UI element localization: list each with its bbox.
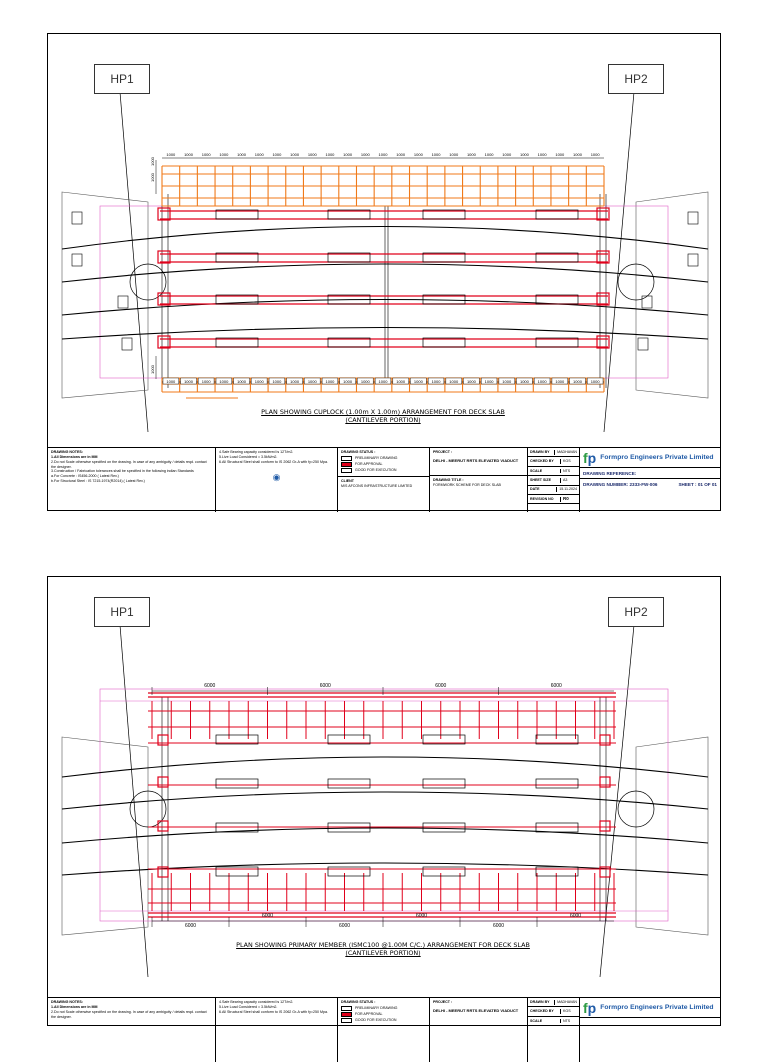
- company-name: Formpro Engineers Private Limited: [600, 453, 714, 461]
- plan-title: [158, 941, 608, 957]
- plan-title-line1: PLAN SHOWING CUPLOCK (1.00m X 1.00m) ARRANGEMENT FOR DECK SLAB: [261, 408, 505, 416]
- drawing-reference: DRAWING REFERENCE:: [580, 468, 720, 479]
- hp2-marker: HP2: [608, 64, 664, 94]
- bottom-dim-label: 1000: [449, 379, 459, 384]
- project-value: DELHI - MEERUT RRTS ELEVATED VIADUCT: [433, 1007, 519, 1013]
- notes-line-4: a.For Concrete : IS456-2000 ( Latest Rev.): [51, 474, 119, 479]
- top-dim-label: 1000: [449, 152, 459, 157]
- bottom-dim-label: 1000: [537, 379, 547, 384]
- top-dim-label: 1000: [166, 152, 176, 157]
- notes-line-3: 3.Construction / Fabrication tolerances shall be specified in the following indian Standards: [51, 469, 194, 474]
- drawing-meta: [528, 448, 580, 512]
- bottom-dim-label: 1000: [413, 379, 423, 384]
- primary-member-plan-drawing: [48, 577, 722, 991]
- bottom-dim-label: 6000: [569, 913, 582, 919]
- bottom-dim-label: 1000: [431, 379, 441, 384]
- plan-title: [198, 408, 568, 424]
- drawn-by-label: DRAWN BY: [528, 1000, 555, 1005]
- bottom-dim-label: 1000: [201, 379, 211, 384]
- checked-by-label: CHECKED BY: [528, 459, 561, 464]
- top-dim-label: 1000: [307, 152, 317, 157]
- bottom-dim-label: 1000: [573, 379, 582, 384]
- bottom-dim-label: 1000: [290, 379, 300, 384]
- top-dim-label: 6000: [435, 683, 447, 689]
- side-dim-3: 1000: [150, 365, 155, 374]
- status-box-icon: [341, 468, 352, 473]
- drawing-number-label: DRAWING NUMBER:: [583, 482, 629, 487]
- top-dim-label: 1000: [573, 152, 582, 157]
- top-dim-label: 1000: [378, 152, 388, 157]
- client-label: CLIENT: [341, 478, 354, 483]
- company-block: [580, 448, 720, 512]
- top-dim-label: 1000: [201, 152, 211, 157]
- drawing-status: [338, 448, 430, 512]
- bottom-dim-label: 1000: [307, 379, 317, 384]
- drawn-by-value: MADHAVAN: [557, 999, 577, 1004]
- top-dim-label: 6000: [319, 683, 331, 689]
- drawing-status: [338, 998, 430, 1062]
- top-dim-label: 1000: [590, 152, 600, 157]
- top-dim-label: 1000: [272, 152, 282, 157]
- scale-value: NTS: [563, 468, 571, 473]
- bottom-dim-label: 1000: [360, 379, 370, 384]
- bottom-dim-label: 6000: [261, 913, 274, 919]
- revision-label: REVISION NO: [528, 497, 561, 502]
- bottom-dim-label: 1000: [519, 379, 529, 384]
- plan-title-line2: (CANTILEVER PORTION): [345, 416, 421, 424]
- status-box-checked-icon: [341, 462, 352, 467]
- hp1-marker: HP1: [94, 64, 150, 94]
- scale-value: NTS: [563, 1018, 571, 1023]
- notes-line-2: 2.Do not Scale otherwise specified on the drawing. In case of any ambiguity / details reqd. contact the designer.: [51, 459, 207, 469]
- bottom-dim-label: 6000: [415, 913, 428, 919]
- drawing-notes: [48, 448, 216, 512]
- status-execution: GOOD FOR EXECUTION: [355, 467, 397, 472]
- company-logo-icon: f p: [583, 999, 597, 1016]
- top-dim-label: 1000: [484, 152, 494, 157]
- bottom-dim-label: 1000: [378, 379, 388, 384]
- stamp-icon: ◉: [272, 471, 281, 482]
- load-notes: [216, 448, 338, 512]
- checked-by-value: KGS: [563, 1009, 571, 1014]
- sheet-size-value: A3: [563, 477, 568, 482]
- project-label: PROJECT :: [433, 450, 453, 454]
- plan-title-line2: (CANTILEVER PORTION): [345, 949, 421, 957]
- status-execution: GOOD FOR EXECUTION: [355, 1017, 397, 1022]
- top-dim-label: 1000: [502, 152, 512, 157]
- notes-title: DRAWING NOTES:: [51, 1000, 83, 1004]
- status-box-checked-icon: [341, 1012, 352, 1017]
- top-dim-label: 1000: [325, 152, 335, 157]
- top-dim-label: 1000: [431, 152, 441, 157]
- load-note-3: 6.All Structural Steel shall conform to IS 2062 Gr-A with fy=250 Mpa.: [219, 1009, 328, 1014]
- drawing-notes: [48, 998, 216, 1062]
- load-note-2: 5.Live Load Considered = 3.5kN/m2.: [219, 1004, 278, 1009]
- status-title: DRAWING STATUS :: [341, 1000, 376, 1004]
- company-name: Formpro Engineers Private Limited: [600, 1003, 714, 1011]
- scale-label: SCALE: [528, 469, 561, 474]
- bottom-dim-label: 1000: [166, 379, 176, 384]
- top-dim-label: 1000: [184, 152, 193, 157]
- project-info: [430, 998, 528, 1062]
- cuplock-plan-drawing: [48, 34, 722, 448]
- bottom-dim-label: 1000: [484, 379, 494, 384]
- status-box-icon: [341, 1006, 352, 1011]
- drawing-title-value: FORMWORK SCHEME FOR DECK SLAB: [433, 482, 501, 487]
- bottom-dim-label: 6000: [184, 923, 197, 929]
- notes-line-1: 1.All Dimensions are in MM: [51, 454, 98, 459]
- drawing-sheet-1: [47, 33, 721, 511]
- bottom-dim-label: 1000: [396, 379, 406, 384]
- bottom-dim-label: 1000: [325, 379, 335, 384]
- top-dim-label: 1000: [466, 152, 476, 157]
- top-dim-label: 1000: [555, 152, 565, 157]
- top-dim-label: 1000: [360, 152, 370, 157]
- bottom-dim-label: 1000: [184, 379, 193, 384]
- status-box-icon: [341, 1018, 352, 1023]
- bottom-dim-label: 1000: [272, 379, 282, 384]
- sheet-size-label: SHEET SIZE: [528, 478, 561, 483]
- bottom-dim-label: 1000: [502, 379, 512, 384]
- company-logo-icon: f p: [583, 449, 597, 466]
- status-approval: FOR APPROVAL: [355, 461, 383, 466]
- status-title: DRAWING STATUS :: [341, 450, 376, 454]
- drawing-sheet-2: [47, 576, 721, 1026]
- top-dim-label: 6000: [204, 683, 216, 689]
- status-preliminary: PRELIMINARY DRAWING: [355, 455, 398, 460]
- project-label: PROJECT :: [433, 1000, 453, 1004]
- top-dim-label: 1000: [343, 152, 353, 157]
- project-info: [430, 448, 528, 512]
- bottom-dim-label: 1000: [237, 379, 247, 384]
- sheet-number: SHEET : 01 OF 01: [678, 482, 717, 487]
- bottom-dim-label: 1000: [219, 379, 229, 384]
- drawing-number-value: 2333-FW-006: [629, 482, 658, 487]
- drawing-title-label: DRAWING TITLE :: [433, 478, 464, 482]
- top-dim-label: 1000: [254, 152, 264, 157]
- top-dim-label: 1000: [290, 152, 300, 157]
- top-dim-label: 1000: [519, 152, 529, 157]
- notes-line-5: b.For Structural Steel : IS 7215-1974(R2014) ( Latest Rev.): [51, 479, 145, 484]
- bottom-dim-label: 1000: [555, 379, 565, 384]
- plan-title-line1: PLAN SHOWING PRIMARY MEMBER (ISMC100 @1.00M C/C.) ARRANGEMENT FOR DECK SLAB: [236, 941, 530, 949]
- drawing-meta: [528, 998, 580, 1062]
- project-value: DELHI - MEERUT RRTS ELEVATED VIADUCT: [433, 457, 519, 463]
- bottom-dim-label: 6000: [338, 923, 351, 929]
- drawn-by-value: MADHAVAN: [557, 449, 577, 454]
- load-note-2: 5.Live Load Considered = 3.5kN/m2.: [219, 454, 278, 459]
- drawn-by-label: DRAWN BY: [528, 450, 555, 455]
- top-dim-label: 1000: [413, 152, 423, 157]
- status-box-icon: [341, 456, 352, 461]
- side-dim-1: 1000: [150, 173, 155, 182]
- date-label: DATE: [528, 487, 557, 492]
- status-preliminary: PRELIMINARY DRAWING: [355, 1005, 398, 1010]
- title-block: [48, 447, 720, 512]
- hp1-marker: HP1: [94, 597, 150, 627]
- load-notes: [216, 998, 338, 1062]
- checked-by-label: CHECKED BY: [528, 1009, 561, 1014]
- bottom-dim-label: 6000: [492, 923, 505, 929]
- bottom-dim-label: 1000: [466, 379, 476, 384]
- side-dim-2: 1000: [150, 157, 155, 166]
- bottom-dim-label: 1000: [590, 379, 600, 384]
- top-dim-label: 1000: [237, 152, 247, 157]
- bottom-dim-label: 1000: [254, 379, 264, 384]
- load-note-1: 4.Safe Bearing capacity considered is 12T/m2.: [219, 1000, 294, 1004]
- top-dim-label: 1000: [537, 152, 547, 157]
- company-block: [580, 998, 720, 1062]
- notes-line-2: 2.Do not Scale otherwise specified on the drawing. In case of any ambiguity / details reqd. contact the designer.: [51, 1009, 207, 1019]
- top-dim-label: 6000: [550, 683, 562, 689]
- load-note-1: 4.Safe Bearing capacity considered is 12T/m2.: [219, 450, 294, 454]
- hp2-marker: HP2: [608, 597, 664, 627]
- revision-value: R0: [563, 496, 569, 502]
- load-note-3: 6.All Structural Steel shall conform to IS 2062 Gr-A with fy=250 Mpa.: [219, 459, 328, 464]
- title-block: [48, 997, 720, 1062]
- status-approval: FOR APPROVAL: [355, 1011, 383, 1016]
- client-value: M/S AFCONS INFRASTRUCTURE LIMITED: [341, 483, 413, 488]
- top-dim-label: 1000: [219, 152, 229, 157]
- date-value: 15.11.2024: [559, 487, 577, 492]
- scale-label: SCALE: [528, 1019, 561, 1024]
- notes-line-1: 1.All Dimensions are in MM: [51, 1004, 98, 1009]
- checked-by-value: KGS: [563, 459, 571, 464]
- top-dim-label: 1000: [396, 152, 406, 157]
- bottom-dim-label: 1000: [343, 379, 353, 384]
- notes-title: DRAWING NOTES:: [51, 450, 83, 454]
